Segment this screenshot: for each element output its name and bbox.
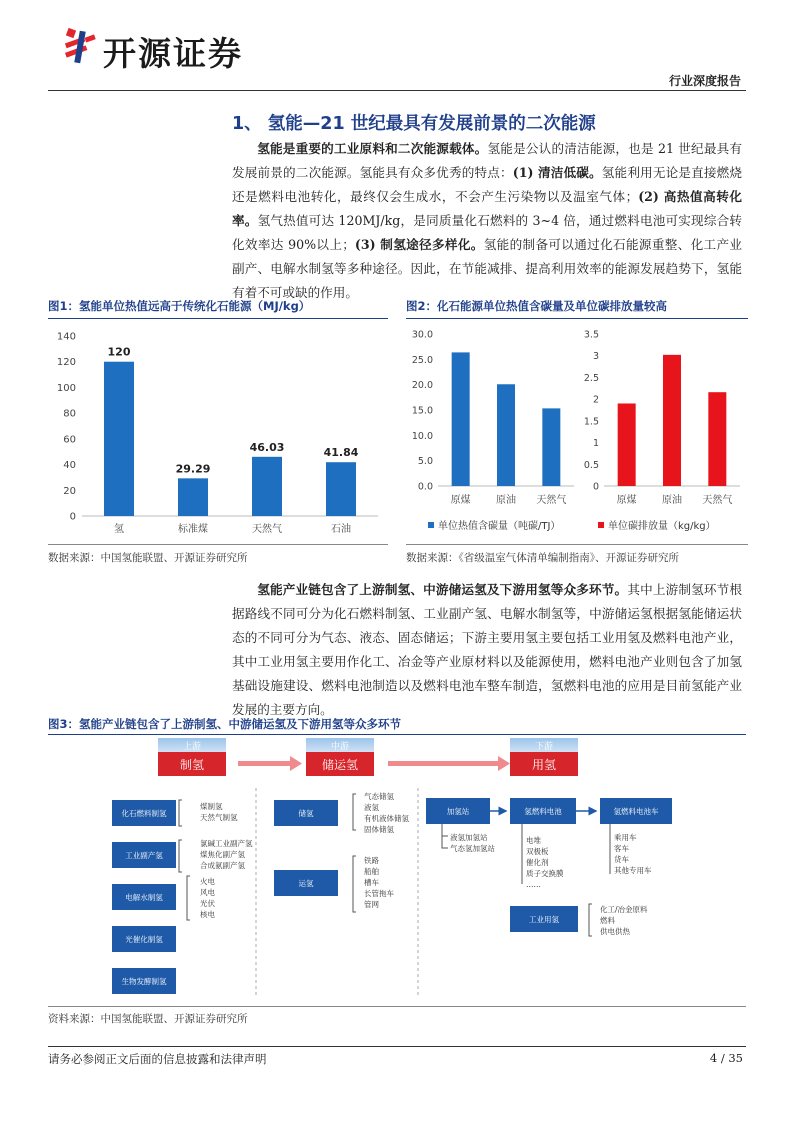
- fig2-legend-label: 单位碳排放量（kg/kg）: [608, 521, 716, 532]
- stage-midstream-tag: 中游: [330, 742, 350, 752]
- vehicle-item-2: 货车: [614, 855, 629, 864]
- para1-text-1: 氢能是公认的清洁能源，也是 21 世纪最具有发展前景的二次能源。氢能具有众多优秀的特点：: [232, 141, 742, 180]
- para1-text-4: 氢能的制备可以通过化石能源重整、化工产业副产、电解水制氢等多种途径。因此，在节能减排、提高利用效率的能源发展趋势下，氢能有着不可或缺的作用。: [232, 237, 743, 300]
- upstream-2-item-3: 核电: [200, 910, 215, 919]
- fig1-ytick-label: 0: [69, 511, 76, 523]
- stage-arrow-2: [388, 756, 510, 771]
- station-item-0: 液氢加氢站: [450, 833, 488, 842]
- fig2-legend-label: 单位热值含碳量（吨碳/TJ）: [438, 521, 561, 532]
- vehicle-item-1: 客车: [614, 844, 629, 853]
- fig1-source: 数据来源：中国氢能联盟、开源证券研究所: [48, 552, 248, 564]
- upstream-0-item-1: 天然气制氢: [200, 813, 238, 822]
- para1-text-2: 氢能利用无论是直接燃烧还是燃料电池转化，最终仅会生成水，不会产生污染物以及温室气体；: [232, 165, 743, 204]
- upstream-box-4-label: 生物发酵制氢: [121, 977, 167, 986]
- upstream-box-0-label: 化石燃料制氢: [121, 809, 167, 818]
- fig1-bar: [252, 457, 282, 516]
- fig2-legend-swatch: [428, 522, 434, 528]
- vehicle-item-0: 乘用车: [614, 833, 637, 842]
- midstream-0-item-2: 有机液体储氢: [364, 814, 409, 823]
- fig3-source: 资料来源：中国氢能联盟、开源证券研究所: [48, 1013, 248, 1025]
- fig1-category-label: 天然气: [252, 524, 282, 535]
- fuelcell-item-1: 双极板: [526, 847, 549, 856]
- fig2-left-ytick-label: 5.0: [417, 456, 433, 468]
- fig1-ytick-label: 120: [56, 357, 76, 369]
- fig2-bottom-rule: [406, 544, 748, 545]
- fig2-category-label: 原油: [662, 495, 682, 506]
- fig1-data-label: 29.29: [175, 462, 211, 476]
- fig3-diagram: [48, 736, 746, 1002]
- fig1-ytick-label: 20: [63, 485, 76, 497]
- downstream-industry-label: 工业用氢: [529, 915, 559, 924]
- stage-upstream-label: 制氢: [179, 758, 205, 772]
- fuelcell-item-4: ……: [526, 880, 541, 889]
- fig2-category-label: 天然气: [702, 495, 733, 506]
- downstream-vehicle-label: 氢燃料电池车: [613, 807, 659, 816]
- downstream-fuelcell-label: 氢燃料电池: [524, 807, 562, 816]
- fig2-left-ytick-label: 0.0: [417, 481, 433, 493]
- fig2-carbon-emission-bar: [663, 355, 681, 486]
- fig1-bottom-rule: [48, 544, 388, 545]
- para2-bold-1: 氢能产业链包含了上游制氢、中游储运氢及下游用氢等众多环节。: [257, 582, 628, 597]
- fig2-right-ytick-label: 3: [592, 351, 599, 363]
- upstream-1-item-1: 煤焦化副产氢: [200, 850, 245, 859]
- fig1-title-rule: [48, 318, 388, 319]
- fig2-category-label: 原煤: [450, 495, 471, 506]
- fig2-category-label: 天然气: [536, 495, 567, 506]
- midstream-1-item-3: 长管拖车: [364, 889, 394, 898]
- industry-item-1: 燃料: [600, 916, 615, 925]
- midstream-box-0-label: 储氢: [298, 809, 314, 818]
- fig1-bar: [326, 462, 356, 516]
- company-logo: [63, 26, 103, 68]
- footer-disclaimer: 请务必参阅正文后面的信息披露和法律声明: [48, 1052, 267, 1066]
- fig2-left-ytick-label: 25.0: [411, 354, 433, 366]
- fig2-title: 图2：化石能源单位热值含碳量及单位碳排放量较高: [406, 299, 667, 313]
- fig2-chart: [406, 322, 748, 544]
- midstream-0-item-3: 固体储氢: [364, 825, 394, 834]
- stage-downstream-label: 用氢: [531, 758, 557, 772]
- fig3-title-rule: [48, 734, 746, 735]
- vehicle-item-3: 其他专用车: [614, 866, 652, 875]
- fig2-category-label: 原油: [496, 495, 516, 506]
- fig1-ytick-label: 140: [56, 331, 76, 343]
- stage-downstream: [510, 738, 578, 776]
- fig1-chart: [48, 322, 388, 542]
- fig2-left-ytick-label: 30.0: [411, 329, 433, 341]
- fig1-category-label: 氢: [114, 524, 124, 535]
- fig1-bar: [104, 362, 134, 516]
- upstream-box-1-label: 工业副产氢: [125, 851, 163, 860]
- midstream-0-item-0: 气态储氢: [364, 792, 394, 801]
- para2-text-1: 其中上游制氢环节根据路线不同可分为化石燃料制氢、工业副产氢、电解水制氢等，中游储运氢根据氢能储运状态的不同可分为气态、液态、固态储运；下游主要用氢主要包括工业用氢及燃料电池产业，其中工业用氢主要用作化工、冶金等产业原材料以及能源使用，燃料电池产业则包含了加氢基础设施建设、燃料电池制造以及燃料电池车整车制造，氢燃料电池的应用是目前氢能产业发展的主要方向。: [232, 582, 743, 717]
- stage-midstream: [306, 738, 374, 776]
- fig1-category-label: 石油: [331, 524, 351, 535]
- fig2-right-ytick-label: 1.5: [583, 416, 599, 428]
- industry-item-0: 化工/冶金原料: [600, 905, 648, 914]
- midstream-box-1-label: 运氢: [298, 879, 314, 888]
- stage-arrow-1: [238, 756, 302, 771]
- upstream-2-item-1: 风电: [200, 888, 215, 897]
- midstream-1-item-0: 铁路: [364, 856, 379, 865]
- fig2-title-rule: [406, 318, 748, 319]
- midstream-1-item-2: 槽车: [364, 878, 379, 887]
- chain-paragraph: [232, 578, 742, 722]
- fig1-ytick-label: 80: [63, 408, 76, 420]
- para1-bold-2: (1) 清洁低碳。: [512, 165, 602, 180]
- para1-text-3: 氢气热值可达 120MJ/kg，是同质量化石燃料的 3~4 倍，通过燃料电池可实现综合转化效率达 90%以上；: [232, 213, 742, 252]
- fig2-left-ytick-label: 10.0: [411, 430, 433, 442]
- fig2-carbon-emission-bar: [618, 403, 636, 486]
- fig2-carbon-emission-bar: [708, 392, 726, 486]
- upstream-0-item-0: 煤制氢: [200, 802, 223, 811]
- logo-mark-icon: [63, 26, 103, 68]
- upstream-2-item-0: 火电: [200, 877, 215, 886]
- section-title: 1、 氢能—21 世纪最具有发展前景的二次能源: [232, 114, 596, 134]
- fig3-title: 图3：氢能产业链包含了上游制氢、中游储运氢及下游用氢等众多环节: [48, 717, 401, 731]
- upstream-box-2-label: 电解水制氢: [125, 893, 163, 902]
- footer-rule: [48, 1046, 746, 1047]
- upstream-2-item-2: 光伏: [200, 899, 215, 908]
- fig1-ytick-label: 100: [56, 382, 76, 394]
- page-number: 4 / 35: [709, 1051, 743, 1065]
- fig2-right-ytick-label: 2.5: [583, 372, 599, 384]
- fuelcell-item-3: 质子交换膜: [526, 869, 564, 878]
- fig2-carbon-content-bar: [542, 408, 560, 486]
- upstream-1-item-0: 氯碱工业副产氢: [200, 839, 253, 848]
- midstream-1-item-1: 船舶: [364, 867, 379, 876]
- stage-upstream-tag: 上游: [182, 742, 202, 752]
- fig2-right-ytick-label: 0: [592, 481, 599, 493]
- midstream-1-item-4: 管网: [364, 900, 379, 909]
- fig1-data-label: 41.84: [323, 446, 359, 460]
- fig2-right-ytick-label: 0.5: [583, 459, 599, 471]
- fig1-data-label: 120: [107, 345, 131, 359]
- fig1-bar: [178, 478, 208, 516]
- fig1-category-label: 标准煤: [178, 524, 208, 535]
- para1-bold-4: (3) 制氢途径多样化。: [354, 237, 484, 252]
- upstream-box-3-label: 光催化制氢: [125, 935, 163, 944]
- fig2-category-label: 原煤: [616, 495, 637, 506]
- fig2-left-ytick-label: 15.0: [411, 405, 433, 417]
- fuelcell-item-0: 电堆: [526, 836, 541, 845]
- industry-item-2: 供电供热: [600, 927, 630, 936]
- logo-text: 开源证券: [103, 34, 243, 73]
- fig3-bottom-rule: [48, 1006, 746, 1007]
- fig2-carbon-content-bar: [452, 352, 470, 486]
- fig2-left-ytick-label: 20.0: [411, 380, 433, 392]
- fig1-data-label: 46.03: [249, 440, 285, 454]
- fig2-carbon-content-bar: [497, 384, 515, 486]
- fig2-right-ytick-label: 3.5: [583, 329, 599, 341]
- stage-downstream-tag: 下游: [534, 742, 554, 752]
- midstream-0-item-1: 液氢: [364, 803, 379, 812]
- header-rule: [48, 90, 746, 91]
- fig2-right-ytick-label: 1: [592, 438, 599, 450]
- fig1-ytick-label: 40: [63, 460, 76, 472]
- fig1-ytick-label: 60: [63, 434, 76, 446]
- fig2-right-ytick-label: 2: [592, 394, 599, 406]
- downstream-station-label: 加氢站: [446, 807, 470, 816]
- stage-upstream: [158, 738, 226, 776]
- report-type: 行业深度报告: [668, 74, 741, 88]
- fig1-title: 图1：氢能单位热值远高于传统化石能源（MJ/kg）: [48, 299, 311, 313]
- fig2-legend-swatch: [598, 522, 604, 528]
- para1-bold-3: (2) 高热值高转化率。: [232, 189, 742, 228]
- stage-midstream-label: 储运氢: [321, 758, 359, 772]
- upstream-1-item-2: 合成氨副产氢: [200, 861, 245, 870]
- intro-paragraph: [232, 137, 742, 305]
- fuelcell-item-2: 催化剂: [526, 858, 549, 867]
- fig2-source: 数据来源：《省级温室气体清单编制指南》、开源证券研究所: [406, 552, 679, 564]
- para1-bold-1: 氢能是重要的工业原料和二次能源载体。: [257, 141, 488, 156]
- station-item-1: 气态氢加氢站: [450, 844, 495, 853]
